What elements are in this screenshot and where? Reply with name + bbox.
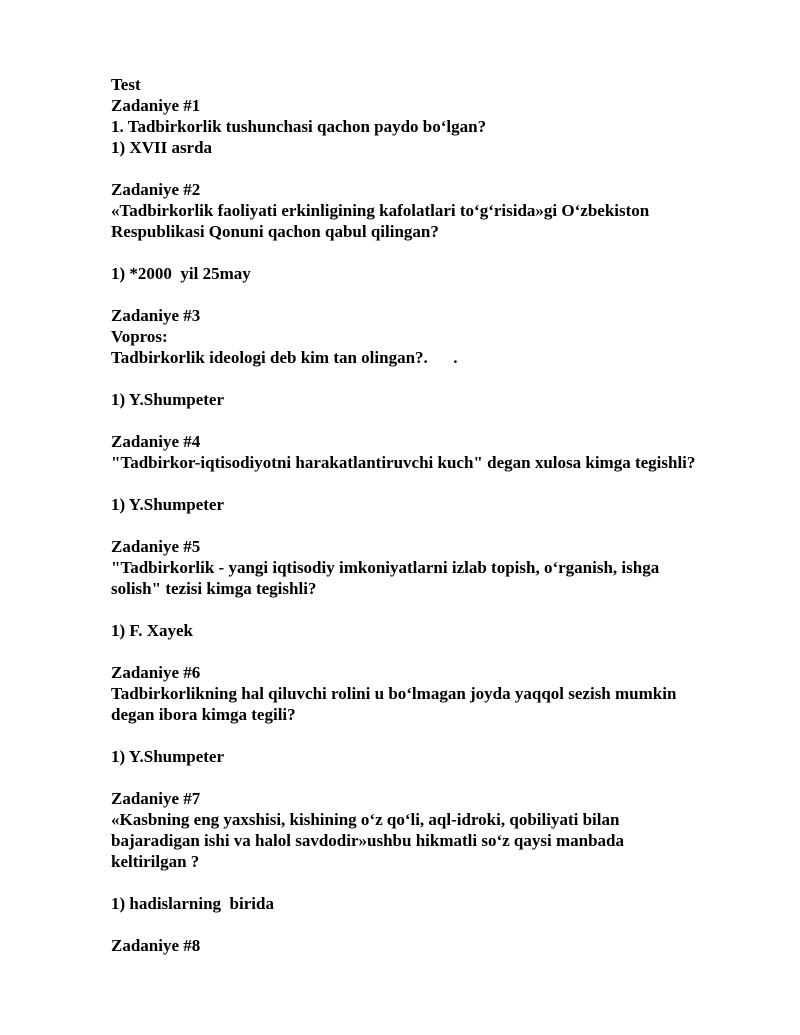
task-heading: Zadaniye #2 <box>111 180 201 199</box>
answer-line: 1) Y.Shumpeter <box>111 747 225 766</box>
answer-line: 1) XVII asrda <box>111 138 213 157</box>
task-2 <box>111 179 761 284</box>
task-heading: Zadaniye #6 <box>111 663 201 682</box>
answer-line: 1) Y.Shumpeter <box>111 390 225 409</box>
spacer <box>111 473 761 494</box>
spacer <box>111 872 761 893</box>
task-3 <box>111 305 761 410</box>
question-line: Respublikasi Qonuni qachon qabul qilingan? <box>111 222 439 241</box>
task-heading: Zadaniye #1 <box>111 96 201 115</box>
task-5 <box>111 536 761 641</box>
document-body <box>111 74 761 956</box>
spacer <box>111 767 761 788</box>
answer-line: 1) hadislarning birida <box>111 894 274 913</box>
task-6 <box>111 662 761 767</box>
question-line: Tadbirkorlikning hal qiluvchi rolini u bo‘lmagan joyda yaqqol sezish mumkin <box>111 684 677 703</box>
task-4 <box>111 431 761 515</box>
question-line: «Tadbirkorlik faoliyati erkinligining kafolatlari to‘g‘risida»gi O‘zbekiston <box>111 201 650 220</box>
answer-line: 1) F. Xayek <box>111 621 194 640</box>
task-heading: Zadaniye #4 <box>111 432 201 451</box>
spacer <box>111 242 761 263</box>
spacer <box>111 158 761 179</box>
spacer <box>111 515 761 536</box>
question-line: solish" tezisi kimga tegishli? <box>111 579 317 598</box>
task-heading: Zadaniye #5 <box>111 537 201 556</box>
task-7 <box>111 788 761 914</box>
spacer <box>111 284 761 305</box>
question-line: Vopros: <box>111 327 168 346</box>
spacer <box>111 599 761 620</box>
task-1 <box>111 95 761 158</box>
question-line: bajaradigan ishi va halol savdodir»ushbu hikmatli so‘z qaysi manbada <box>111 831 624 850</box>
question-line: degan ibora kimga tegili? <box>111 705 296 724</box>
task-heading: Zadaniye #3 <box>111 306 201 325</box>
document-title: Test <box>111 75 141 94</box>
question-line: «Kasbning eng yaxshisi, kishining o‘z qo‘li, aql-idroki, qobiliyati bilan <box>111 810 620 829</box>
question-line: "Tadbirkor-iqtisodiyotni harakatlantiruvchi kuch" degan xulosa kimga tegishli? <box>111 453 696 472</box>
spacer <box>111 641 761 662</box>
spacer <box>111 725 761 746</box>
question-line: Tadbirkorlik ideologi deb kim tan olingan?. . <box>111 348 458 367</box>
question-line: 1. Tadbirkorlik tushunchasi qachon paydo bo‘lgan? <box>111 117 487 136</box>
question-line: keltirilgan ? <box>111 852 200 871</box>
answer-line: 1) Y.Shumpeter <box>111 495 225 514</box>
task-heading: Zadaniye #8 <box>111 936 201 955</box>
task-8 <box>111 935 761 956</box>
question-line: "Tadbirkorlik - yangi iqtisodiy imkoniyatlarni izlab topish, o‘rganish, ishga <box>111 558 660 577</box>
answer-line: 1) *2000 yil 25may <box>111 264 251 283</box>
spacer <box>111 410 761 431</box>
spacer <box>111 914 761 935</box>
spacer <box>111 368 761 389</box>
task-heading: Zadaniye #7 <box>111 789 201 808</box>
